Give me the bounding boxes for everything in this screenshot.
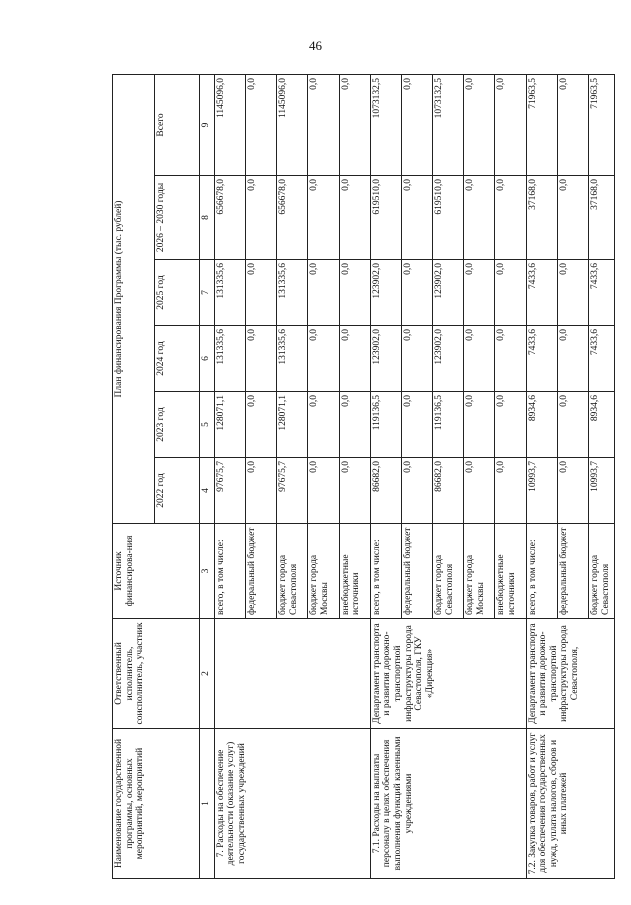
year-value: 0,0 [464,326,495,392]
year-value: 86682,0 [370,458,401,524]
year-value: 0,0 [495,260,526,326]
year-value: 0,0 [246,458,277,524]
year-value: 0,0 [308,392,339,458]
column-number: 4 [200,458,215,524]
year-value: 0,0 [557,260,588,326]
year-value: 0,0 [401,176,432,260]
year-value: 0,0 [246,326,277,392]
column-number: 2 [200,619,215,729]
header-executor: Ответственный исполнитель, соисполнитель, участник [113,619,200,729]
year-value: 123902,0 [370,326,401,392]
financing-table [112,74,615,879]
funding-source: бюджет города Севастополя [588,524,614,619]
year-value: 123902,0 [433,260,464,326]
year-value: 0,0 [557,458,588,524]
page-number: 46 [309,38,322,53]
funding-source: федеральный бюджет [557,524,588,619]
year-value: 0,0 [464,176,495,260]
year-value: 619510,0 [433,176,464,260]
header-name: Наименование государственной программы, основных мероприятий, мероприятий [113,729,200,879]
year-value: 0,0 [464,260,495,326]
year-value: 131335,6 [277,326,308,392]
column-number: 1 [200,729,215,879]
header-plan: План финансирования Программы (тыс. рублей) [113,74,155,523]
year-value: 7433,6 [588,326,614,392]
year-value: 7433,6 [526,260,557,326]
year-value: 0,0 [557,176,588,260]
year-value: 10993,7 [588,458,614,524]
header-year: 2024 год [154,326,200,392]
total-value: 0,0 [308,74,339,175]
total-value: 1073132,5 [433,74,464,175]
total-value: 0,0 [557,74,588,175]
total-value: 1145096,0 [277,74,308,175]
funding-source: внебюджетные источники [339,524,370,619]
executor [214,619,370,729]
year-value: 123902,0 [433,326,464,392]
year-value: 0,0 [495,458,526,524]
measure-name: 7.1. Расходы на выплаты персоналу в целях обеспечения выполнения функций казенными учреждениями [370,729,526,879]
column-number: 3 [200,524,215,619]
total-value: 0,0 [401,74,432,175]
year-value: 0,0 [401,392,432,458]
year-value: 37168,0 [588,176,614,260]
year-value: 0,0 [246,392,277,458]
column-number: 8 [200,176,215,260]
year-value: 0,0 [308,260,339,326]
year-value: 97675,7 [277,458,308,524]
funding-source: бюджет города Севастополя [433,524,464,619]
executor: Департамент транспорта и развития дорожно-транспортной инфраструктуры города Севастополя, ГКУ «Дирекция» [370,619,526,729]
year-value: 0,0 [401,458,432,524]
header-row-top [113,74,155,878]
year-value: 97675,7 [214,458,245,524]
year-value: 0,0 [495,326,526,392]
header-source: Источник финансирова-ния [113,524,200,619]
total-value: 71963,5 [526,74,557,175]
year-value: 0,0 [339,458,370,524]
header-year: 2026 – 2030 годы [154,176,200,260]
total-value: 0,0 [495,74,526,175]
year-value: 0,0 [401,260,432,326]
year-value: 131335,6 [214,326,245,392]
year-value: 656678,0 [277,176,308,260]
year-value: 119136,5 [370,392,401,458]
column-number: 6 [200,326,215,392]
total-value: 71963,5 [588,74,614,175]
year-value: 0,0 [246,176,277,260]
year-value: 7433,6 [526,326,557,392]
year-value: 656678,0 [214,176,245,260]
column-number-row [200,74,215,878]
column-number: 9 [200,74,215,175]
measure-name: 7. Расходы на обеспечение деятельности (оказание услуг) государственных учреждений [214,729,370,879]
year-value: 8934,6 [526,392,557,458]
total-value: 1145096,0 [214,74,245,175]
year-value: 0,0 [339,392,370,458]
funding-source: федеральный бюджет [246,524,277,619]
total-value: 0,0 [339,74,370,175]
year-value: 0,0 [339,260,370,326]
year-value: 128071,1 [214,392,245,458]
year-value: 119136,5 [433,392,464,458]
year-value: 0,0 [495,176,526,260]
header-total: Всего [154,74,200,175]
year-value: 131335,6 [277,260,308,326]
column-number: 7 [200,260,215,326]
year-value: 0,0 [401,326,432,392]
funding-source: всего, в том числе: [370,524,401,619]
funding-source: всего, в том числе: [214,524,245,619]
table-row [526,74,557,878]
year-value: 131335,6 [214,260,245,326]
funding-source: бюджет города Москвы [464,524,495,619]
header-year: 2025 год [154,260,200,326]
year-value: 0,0 [557,326,588,392]
year-value: 7433,6 [588,260,614,326]
year-value: 0,0 [308,176,339,260]
year-value: 0,0 [308,458,339,524]
year-value: 10993,7 [526,458,557,524]
funding-source: бюджет города Севастополя [277,524,308,619]
year-value: 0,0 [339,326,370,392]
rotated-table-container [112,75,615,879]
column-number: 5 [200,392,215,458]
year-value: 619510,0 [370,176,401,260]
executor: Департамент транспорта и развития дорожно-транспортной инфраструктуры города Севастополя, [526,619,614,729]
year-value: 0,0 [246,260,277,326]
year-value: 0,0 [464,392,495,458]
header-year: 2023 год [154,392,200,458]
year-value: 0,0 [557,392,588,458]
funding-source: бюджет города Москвы [308,524,339,619]
year-value: 123902,0 [370,260,401,326]
table-body [113,74,615,878]
table-row [370,74,401,878]
measure-name: 7.2. Закупка товаров, работ и услуг для обеспечения государственных нужд, уплата налогов, сборов и иных платежей [526,729,614,879]
year-value: 37168,0 [526,176,557,260]
header-year: 2022 год [154,458,200,524]
total-value: 1073132,5 [370,74,401,175]
year-value: 8934,6 [588,392,614,458]
year-value: 0,0 [495,392,526,458]
year-value: 0,0 [339,176,370,260]
total-value: 0,0 [246,74,277,175]
total-value: 0,0 [464,74,495,175]
funding-source: всего, в том числе: [526,524,557,619]
table-row [214,74,245,878]
year-value: 128071,1 [277,392,308,458]
year-value: 0,0 [464,458,495,524]
funding-source: федеральный бюджет [401,524,432,619]
year-value: 0,0 [308,326,339,392]
year-value: 86682,0 [433,458,464,524]
funding-source: внебюджетные источники [495,524,526,619]
